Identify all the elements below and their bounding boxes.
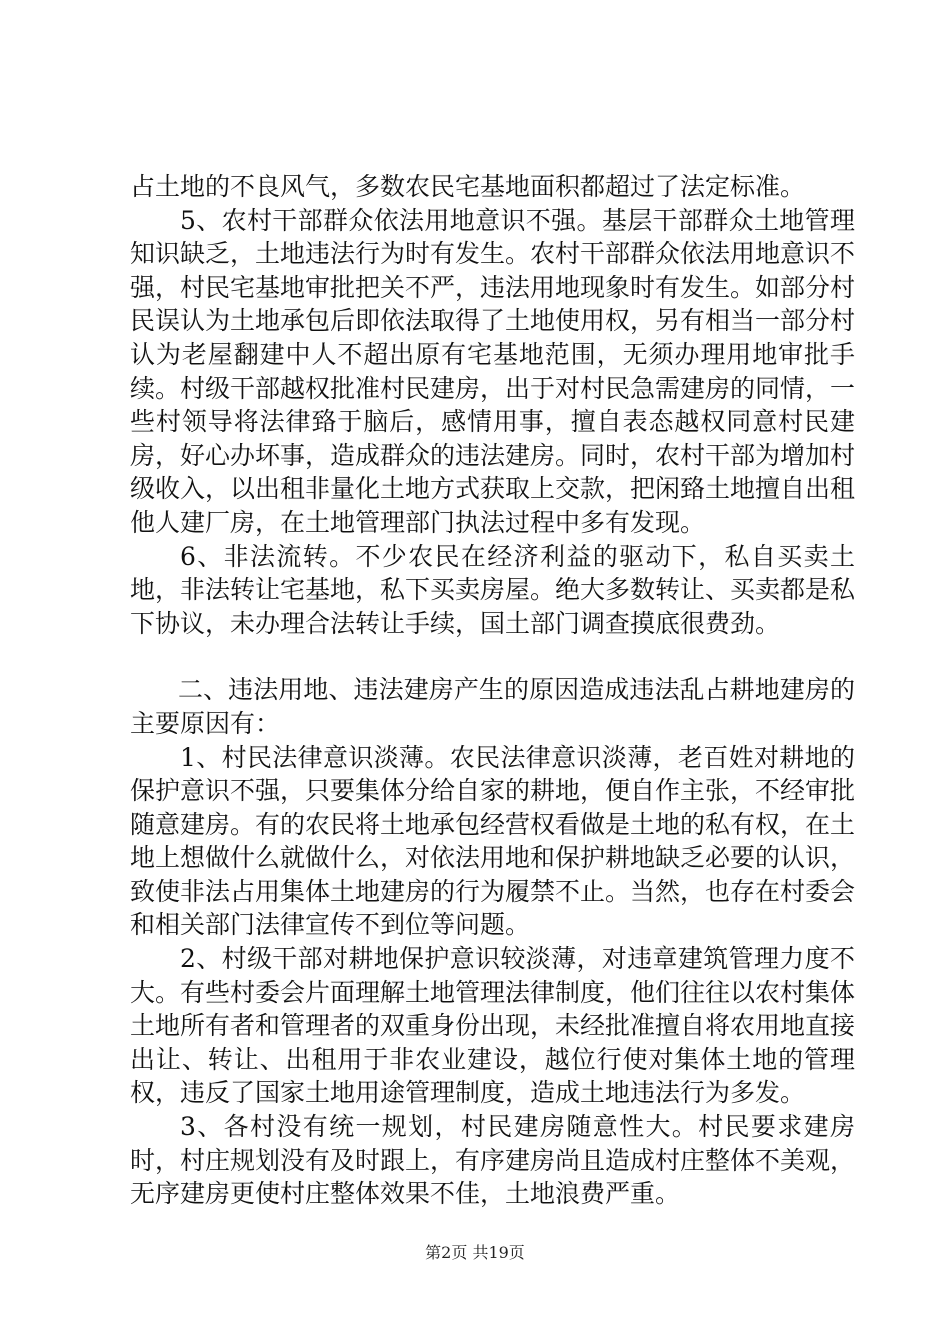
section-heading-causes: 二、违法用地、违法建房产生的原因造成违法乱占耕地建房的主要原因有： <box>130 675 855 738</box>
document-body <box>130 170 855 1211</box>
paragraph-cause-3: 3、各村没有统一规划，村民建房随意性大。村民要求建房时，村庄规划没有及时跟上，有序建房尚且造成村庄整体不美观，无序建房更使村庄整体效果不佳，土地浪费严重。 <box>130 1112 856 1209</box>
page-number-label: 第2页 共19页 <box>425 1243 525 1262</box>
paragraph-item-6: 6、非法流转。不少农民在经济利益的驱动下，私自买卖土地，非法转让宅基地，私下买卖房屋。绝大多数转让、买卖都是私下协议，未办理合法转让手续，国土部门调查摸底很费劲。 <box>130 541 856 638</box>
paragraph-item-5: 5、农村干部群众依法用地意识不强。基层干部群众土地管理知识缺乏，土地违法行为时有发生。农村干部群众依法用地意识不强，村民宅基地审批把关不严，违法用地现象时有发生。如部分村民误认为土地承包后即依法取得了土地使用权，另有相当一部分村认为老屋翻建中人不超出原有宅基地范围，无须办理用地审批手续。村级干部越权批准村民建房，出于对村民急需建房的同情，一些村领导将法律臵于脑后，感情用事，擅自表态越权同意村民建房，好心办坏事，造成群众的违法建房。同时，农村干部为增加村级收入，以出租非量化土地方式获取上交款，把闲臵土地擅自出租他人建厂房，在土地管理部门执法过程中多有发现。 <box>130 205 856 537</box>
page-footer <box>0 1240 950 1263</box>
paragraph-continuation: 占土地的不良风气，多数农民宅基地面积都超过了法定标准。 <box>130 172 806 201</box>
paragraph-cause-1: 1、村民法律意识淡薄。农民法律意识淡薄，老百姓对耕地的保护意识不强，只要集体分给自家的耕地，便自作主张，不经审批随意建房。有的农民将土地承包经营权看做是土地的私有权，在土地上想做什么就做什么，对依法用地和保护耕地缺乏必要的认识，致使非法占用集体土地建房的行为履禁不止。当然，也存在村委会和相关部门法律宣传不到位等问题。 <box>130 742 856 940</box>
paragraph-cause-2: 2、村级干部对耕地保护意识较淡薄，对违章建筑管理力度不大。有些村委会片面理解土地管理法律制度，他们往往以农村集体土地所有者和管理者的双重身份出现，未经批准擅自将农用地直接出让、转让、出租用于非农业建设，越位行使对集体土地的管理权，违反了国家土地用途管理制度，造成土地违法行为多发。 <box>130 944 856 1108</box>
